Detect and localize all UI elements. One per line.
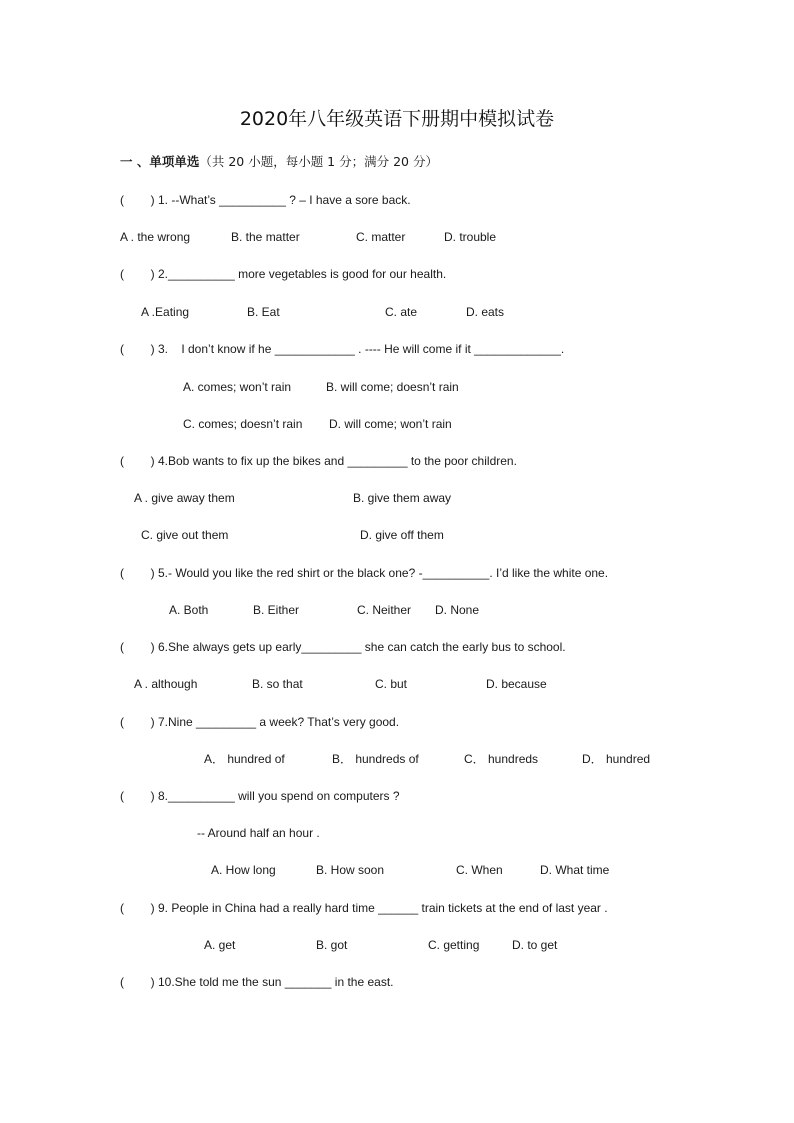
question-9-option-a: A. get (204, 938, 236, 952)
question-7-option-a: A． hundred of (204, 752, 285, 766)
question-4-option-b: B. give them away (353, 491, 452, 505)
section-heading-label: 一 、单项单选 (120, 154, 200, 169)
question-8-stem: ( ) 8.__________ will you spend on computers ? (120, 789, 400, 803)
question-7-option-b: B． hundreds of (332, 752, 419, 766)
section-heading-note: （共 20 小题，每小题 1 分；满分 20 分） (199, 154, 438, 169)
question-8-option-b: B. How soon (316, 863, 385, 877)
question-5-option-a: A. Both (169, 603, 209, 617)
question-7-option-d: D． hundred (582, 752, 651, 766)
question-1-stem: ( ) 1. --What’s __________ ? – I have a sore back. (120, 193, 411, 207)
question-5-stem: ( ) 5.- Would you like the red shirt or the black one? -__________. I’d like the white one. (120, 566, 609, 580)
question-3-option-b: B. will come; doesn’t rain (326, 380, 459, 394)
page-title: 2020年八年级英语下册期中模拟试卷 (239, 108, 555, 130)
question-6-option-c: C. but (375, 677, 408, 691)
question-8-answer-line: -- Around half an hour . (197, 826, 320, 840)
question-9-option-b: B. got (316, 938, 348, 952)
question-9-option-d: D. to get (512, 938, 558, 952)
question-9-option-c: C. getting (428, 938, 480, 952)
question-7-stem: ( ) 7.Nine _________ a week? That’s very good. (120, 715, 400, 729)
question-6-option-a: A . although (134, 677, 198, 691)
question-1-option-b: B. the matter (231, 230, 300, 244)
question-4-option-a: A . give away them (134, 491, 235, 505)
question-3-stem: ( ) 3. I don’t know if he ____________ . ---- He will come if it _____________. (120, 342, 565, 356)
question-2-option-a: A .Eating (141, 305, 190, 319)
question-6-option-d: D. because (486, 677, 547, 691)
question-6-stem: ( ) 6.She always gets up early_________ she can catch the early bus to school. (120, 640, 566, 654)
question-2-option-d: D. eats (466, 305, 505, 319)
question-3-option-d: D. will come; won’t rain (329, 417, 452, 431)
question-5-option-c: C. Neither (357, 603, 412, 617)
question-8-option-c: C. When (456, 863, 503, 877)
question-5-option-d: D. None (435, 603, 480, 617)
question-8-option-a: A. How long (211, 863, 276, 877)
question-1-option-c: C. matter (356, 230, 406, 244)
question-2-option-b: B. Eat (247, 305, 280, 319)
question-4-stem: ( ) 4.Bob wants to fix up the bikes and _________ to the poor children. (120, 454, 517, 468)
section-heading (120, 154, 438, 170)
question-1-option-d: D. trouble (444, 230, 497, 244)
question-3-option-a: A. comes; won’t rain (183, 380, 292, 394)
question-4-option-d: D. give off them (360, 528, 444, 542)
question-6-option-b: B. so that (252, 677, 303, 691)
question-1-option-a: A . the wrong (120, 230, 191, 244)
question-10-stem: ( ) 10.She told me the sun _______ in the east. (120, 975, 394, 989)
question-7-option-c: C． hundreds (464, 752, 539, 766)
question-2-stem: ( ) 2.__________ more vegetables is good for our health. (120, 267, 447, 281)
question-8-option-d: D. What time (540, 863, 610, 877)
question-5-option-b: B. Either (253, 603, 300, 617)
question-4-option-c: C. give out them (141, 528, 229, 542)
question-3-option-c: C. comes; doesn’t rain (183, 417, 303, 431)
question-2-option-c: C. ate (385, 305, 418, 319)
question-9-stem: ( ) 9. People in China had a really hard time ______ train tickets at the end of last year . (120, 901, 608, 915)
